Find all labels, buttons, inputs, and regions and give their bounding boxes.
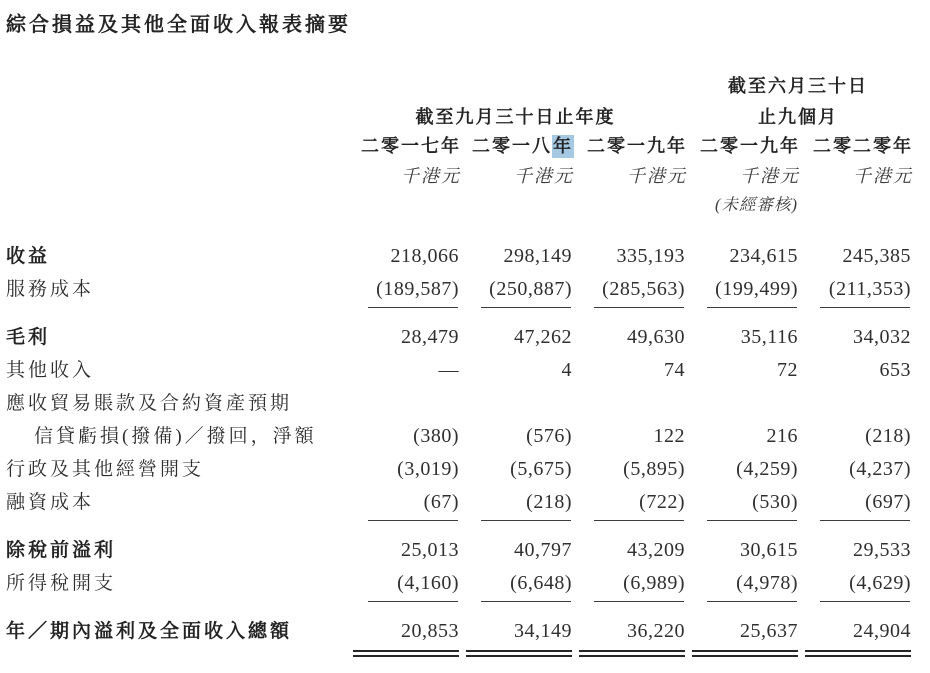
- value-cell: (576): [526, 425, 572, 447]
- table-row-gross-profit: [6, 321, 930, 354]
- value-cell: 25,013: [401, 539, 459, 561]
- value-cell: (4,237): [849, 458, 911, 480]
- value-cell: 36,220: [572, 615, 685, 648]
- period-group-interim-line1: 截至六月三十日: [728, 75, 868, 96]
- header-row-years: [6, 131, 930, 162]
- value-cell: (218): [865, 425, 911, 447]
- period-group-interim-line2: 止九個月: [758, 106, 838, 127]
- value-cell: 30,615: [740, 539, 798, 561]
- value-cell: 234,615: [729, 245, 798, 267]
- unit-label: 千港元: [514, 166, 574, 186]
- year-header-2017: 二零一七年: [361, 136, 461, 156]
- value-cell: 216: [766, 425, 798, 447]
- value-cell: [459, 387, 572, 420]
- row-label: 應收貿易賬款及合約資產預期: [6, 393, 293, 414]
- value-cell: (189,587): [346, 273, 459, 306]
- text-selection-highlight: 年: [553, 136, 573, 156]
- value-cell: 28,479: [401, 326, 459, 348]
- row-label: 收益: [6, 246, 51, 267]
- table-row-revenue: [6, 240, 930, 273]
- value-cell: 47,262: [514, 326, 572, 348]
- value-cell: [346, 387, 459, 420]
- value-cell: (5,675): [510, 458, 572, 480]
- value-cell: (6,989): [572, 567, 685, 600]
- row-label: 毛利: [6, 327, 51, 348]
- value-cell: (3,019): [397, 458, 459, 480]
- value-cell: [798, 387, 911, 420]
- row-label: 融資成本: [6, 492, 95, 513]
- table-row-cost-of-services: [6, 273, 930, 306]
- table-row-profit-before-tax: [6, 534, 930, 567]
- value-cell: 25,637: [685, 615, 798, 648]
- value-cell: [685, 387, 798, 420]
- value-cell: 43,209: [627, 539, 685, 561]
- row-label: 服務成本: [6, 279, 95, 300]
- document-title: 綜合損益及其他全面收入報表摘要: [6, 14, 351, 36]
- header-row-period-groups: [6, 100, 930, 131]
- value-cell: (4,160): [346, 567, 459, 600]
- value-cell: 653: [879, 359, 911, 381]
- row-label: 其他收入: [6, 360, 95, 381]
- value-cell: (250,887): [459, 273, 572, 306]
- unit-label: 千港元: [401, 166, 461, 186]
- table-body: [6, 240, 930, 648]
- value-cell: 335,193: [616, 245, 685, 267]
- header-row-units: [6, 162, 930, 191]
- value-cell: (697): [798, 486, 911, 519]
- value-cell: 34,032: [853, 326, 911, 348]
- value-cell: 74: [664, 359, 685, 381]
- value-cell: 72: [777, 359, 798, 381]
- value-cell: (530): [685, 486, 798, 519]
- header-row-interim-line1: [6, 69, 930, 100]
- period-group-annual: 截至九月三十日止年度: [415, 106, 616, 127]
- unit-label: 千港元: [627, 166, 687, 186]
- value-cell: 20,853: [346, 615, 459, 648]
- value-cell: 40,797: [514, 539, 572, 561]
- value-cell: (67): [346, 486, 459, 519]
- value-cell: (380): [413, 425, 459, 447]
- section-spacer: [6, 519, 930, 534]
- header-row-unaudited: [6, 191, 930, 217]
- value-cell: (218): [459, 486, 572, 519]
- unit-label: 千港元: [740, 166, 800, 186]
- value-cell: (6,648): [459, 567, 572, 600]
- value-cell: 24,904: [798, 615, 911, 648]
- header-spacer: [459, 189, 572, 220]
- value-cell: 35,116: [740, 326, 798, 348]
- unit-label: 千港元: [853, 166, 913, 186]
- value-cell: (4,259): [736, 458, 798, 480]
- financial-summary-table: [6, 69, 930, 648]
- section-spacer: [6, 600, 930, 615]
- header-spacer: [346, 189, 459, 220]
- row-label: 年／期內溢利及全面收入總額: [6, 621, 293, 642]
- row-label: 信貸虧損(撥備)／撥回，淨額: [34, 426, 317, 447]
- year-header-2020-interim: 二零二零年: [813, 136, 913, 156]
- header-spacer: [572, 189, 685, 220]
- value-cell: 49,630: [627, 326, 685, 348]
- value-cell: (722): [572, 486, 685, 519]
- header-spacer: [798, 189, 911, 220]
- unaudited-note: (未經審核): [715, 194, 798, 214]
- value-cell: 34,149: [459, 615, 572, 648]
- value-cell: (211,353): [798, 273, 911, 306]
- value-cell: —: [438, 359, 459, 381]
- table-row-ecl-line2: [6, 420, 930, 453]
- value-cell: (4,978): [685, 567, 798, 600]
- value-cell: (285,563): [572, 273, 685, 306]
- value-cell: 29,533: [853, 539, 911, 561]
- table-row-ecl-line1: [6, 387, 930, 420]
- value-cell: (5,895): [623, 458, 685, 480]
- section-spacer: [6, 306, 930, 321]
- value-cell: 4: [561, 359, 572, 381]
- row-label: 所得稅開支: [6, 573, 117, 594]
- table-row-other-income: [6, 354, 930, 387]
- value-cell: 122: [653, 425, 685, 447]
- year-header-2019-interim: 二零一九年: [700, 136, 800, 156]
- table-row-admin-expenses: [6, 453, 930, 486]
- row-label: 行政及其他經營開支: [6, 459, 205, 480]
- row-label: 除稅前溢利: [6, 540, 117, 561]
- value-cell: (199,499): [685, 273, 798, 306]
- year-header-2018: 二零一八年: [472, 136, 573, 156]
- value-cell: [572, 387, 685, 420]
- value-cell: 245,385: [842, 245, 911, 267]
- value-cell: 298,149: [503, 245, 572, 267]
- table-row-income-tax: [6, 567, 930, 600]
- value-cell: (4,629): [798, 567, 911, 600]
- table-row-finance-costs: [6, 486, 930, 519]
- value-cell: 218,066: [390, 245, 459, 267]
- year-header-2019: 二零一九年: [587, 136, 687, 156]
- table-row-total-profit: [6, 615, 930, 648]
